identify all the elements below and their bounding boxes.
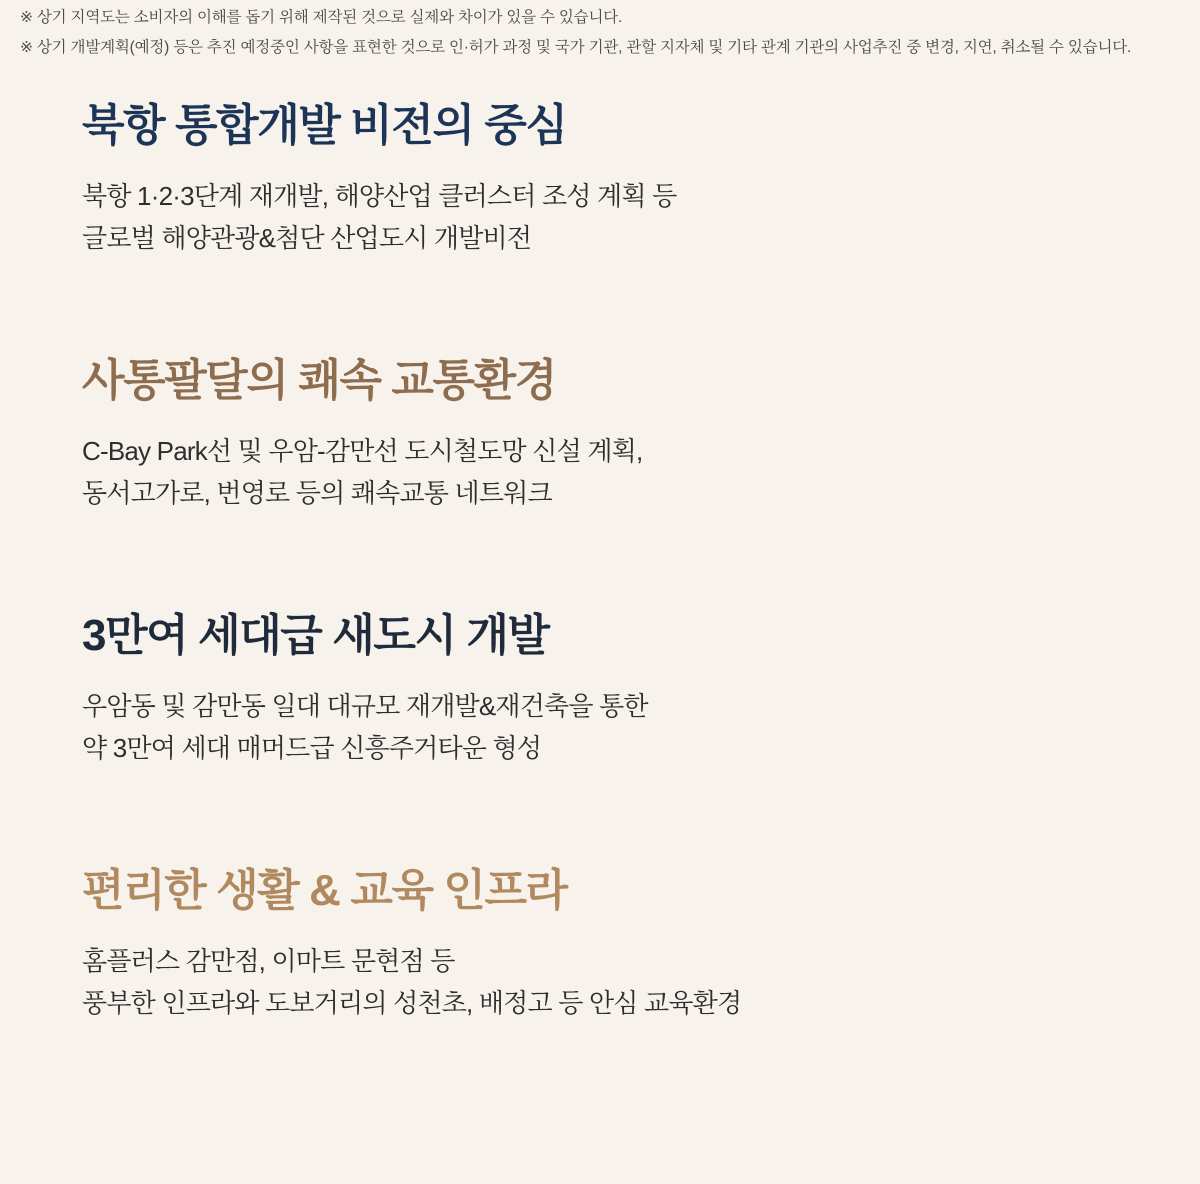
feature-title: 사통팔달의 쾌속 교통환경 <box>82 356 556 406</box>
feature-description-line: C-Bay Park선 및 우암-감만선 도시철도망 신설 계획, <box>82 435 643 466</box>
feature-description <box>82 430 1200 514</box>
feature-title: 3만여 세대급 새도시 개발 <box>82 611 549 661</box>
feature-item-3 <box>0 610 1200 769</box>
feature-description-line: 우암동 및 감만동 일대 대규모 재개발&재건축을 통한 <box>82 690 648 721</box>
feature-list <box>0 66 1200 1024</box>
feature-item-2 <box>0 355 1200 514</box>
feature-description-line: 약 3만여 세대 매머드급 신흥주거타운 형성 <box>82 732 542 763</box>
feature-description <box>82 175 1200 259</box>
feature-title: 북항 통합개발 비전의 중심 <box>82 101 567 151</box>
feature-item-4 <box>0 865 1200 1024</box>
feature-description-line: 홈플러스 감만점, 이마트 문현점 등 <box>82 945 455 976</box>
feature-title: 편리한 생활 & 교육 인프라 <box>82 866 567 916</box>
feature-description <box>82 940 1200 1024</box>
disclaimer-line-1: ※ 상기 지역도는 소비자의 이해를 돕기 위해 제작된 것으로 실제와 차이가 있을 수 있습니다. <box>20 9 623 26</box>
feature-item-1 <box>0 100 1200 259</box>
feature-description-line: 글로벌 해양관광&첨단 산업도시 개발비전 <box>82 222 532 253</box>
feature-description-line: 풍부한 인프라와 도보거리의 성천초, 배정고 등 안심 교육환경 <box>82 987 742 1018</box>
disclaimer-block <box>0 0 1200 60</box>
disclaimer-line-2: ※ 상기 개발계획(예정) 등은 추진 예정중인 사항을 표현한 것으로 인·허가 과정 및 국가 기관, 관할 지자체 및 기타 관계 기관의 사업추진 중 변경, 지연, 취소될 수 있습니다. <box>20 39 1132 57</box>
feature-description <box>82 685 1200 769</box>
feature-description-line: 동서고가로, 번영로 등의 쾌속교통 네트워크 <box>82 477 552 508</box>
feature-description-line: 북항 1·2·3단계 재개발, 해양산업 클러스터 조성 계획 등 <box>82 180 677 211</box>
